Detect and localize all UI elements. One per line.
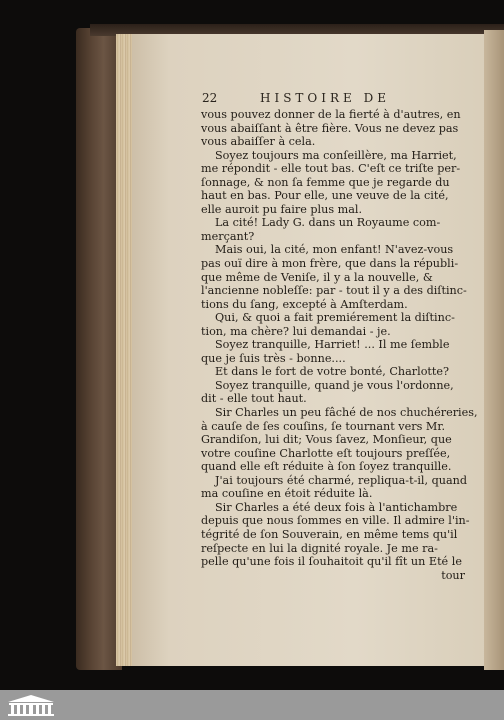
text-line: La cité! Lady G. dans un Royaume com- — [215, 216, 441, 230]
text-line: tion, ma chère? lui demandai - je. — [201, 324, 391, 338]
facing-page-edge — [484, 30, 504, 670]
text-line: reſpecte en lui la dignité royale. Je me ra- — [201, 541, 438, 555]
text-line: Sir Charles a été deux fois à l'antichambre — [215, 500, 458, 514]
text-line: Sir Charles un peu fâché de nos chuchéreries, — [215, 406, 478, 420]
text-line: Grandiſon, lui dit; Vous ſavez, Monſieur, que — [201, 433, 452, 447]
text-line: tégrité de ſon Souverain, en même tems qu'il — [201, 527, 458, 541]
text-line: pelle qu'une fois il ſouhaitoit qu'il fît un Eté le — [201, 555, 462, 569]
text-line: depuis que nous ſommes en ville. Il admire l'in- — [201, 514, 470, 528]
text-line: me répondit - elle tout bas. C'eſt ce triſte per- — [201, 162, 461, 176]
text-line: l'ancienne nobleſſe: par - tout il y a des diſtinc- — [201, 284, 467, 298]
viewer-footer-bar — [0, 690, 504, 720]
text-line: vous abaiſſant à être fière. Vous ne devez pas — [201, 121, 459, 135]
text-line: vous pouvez donner de la fierté à d'autres, en — [201, 108, 461, 121]
library-building-icon[interactable] — [4, 693, 58, 717]
text-line: J'ai toujours été charmé, repliqua-t-il, quand — [215, 473, 468, 487]
text-line: dit - elle tout haut. — [201, 392, 307, 406]
text-line: Soyez tranquille, quand je vous l'ordonne, — [215, 378, 454, 392]
text-line: que je ſuis très - bonne.... — [201, 351, 346, 365]
text-line: Mais oui, la cité, mon enfant! N'avez-vous — [215, 243, 454, 257]
text-line: quand elle eſt réduite à ſon ſoyez tranquille. — [201, 460, 452, 474]
text-line: à cauſe de ſes couſins, ſe tournant vers Mr. — [201, 419, 446, 433]
text-line: elle auroit pu faire plus mal. — [201, 202, 363, 216]
text-line: Soyez toujours ma conſeillère, ma Harriet, — [215, 148, 457, 162]
catchword: tour — [441, 568, 465, 582]
body-text — [201, 108, 478, 582]
page-number: 22 — [202, 91, 218, 105]
text-line: merçant? — [201, 229, 255, 243]
running-title: HISTOIRE DE — [260, 91, 390, 105]
page-header — [202, 91, 464, 107]
text-line: haut en bas. Pour elle, une veuve de la cité, — [201, 189, 449, 203]
text-line: Soyez tranquille, Harriet! ... Il me ſemble — [215, 338, 450, 352]
text-line: tions du ſang, excepté à Amſterdam. — [201, 297, 408, 311]
text-line: vous abaiſſer à cela. — [201, 135, 316, 149]
text-line: votre couſine Charlotte eſt toujours preſſée, — [201, 446, 451, 460]
text-line: Et dans le fort de votre bonté, Charlotte? — [215, 365, 450, 379]
text-line: ſonnage, & non ſa femme que je regarde du — [201, 175, 450, 189]
text-line: ma couſine en étoit réduite là. — [201, 487, 373, 501]
text-line: pas ouï dire à mon frère, que dans la républi- — [201, 257, 459, 271]
text-line: Qui, & quoi a fait premiérement la diſtinc- — [215, 311, 455, 325]
text-line: que même de Veniſe, il y a la nouvelle, & — [201, 270, 433, 284]
